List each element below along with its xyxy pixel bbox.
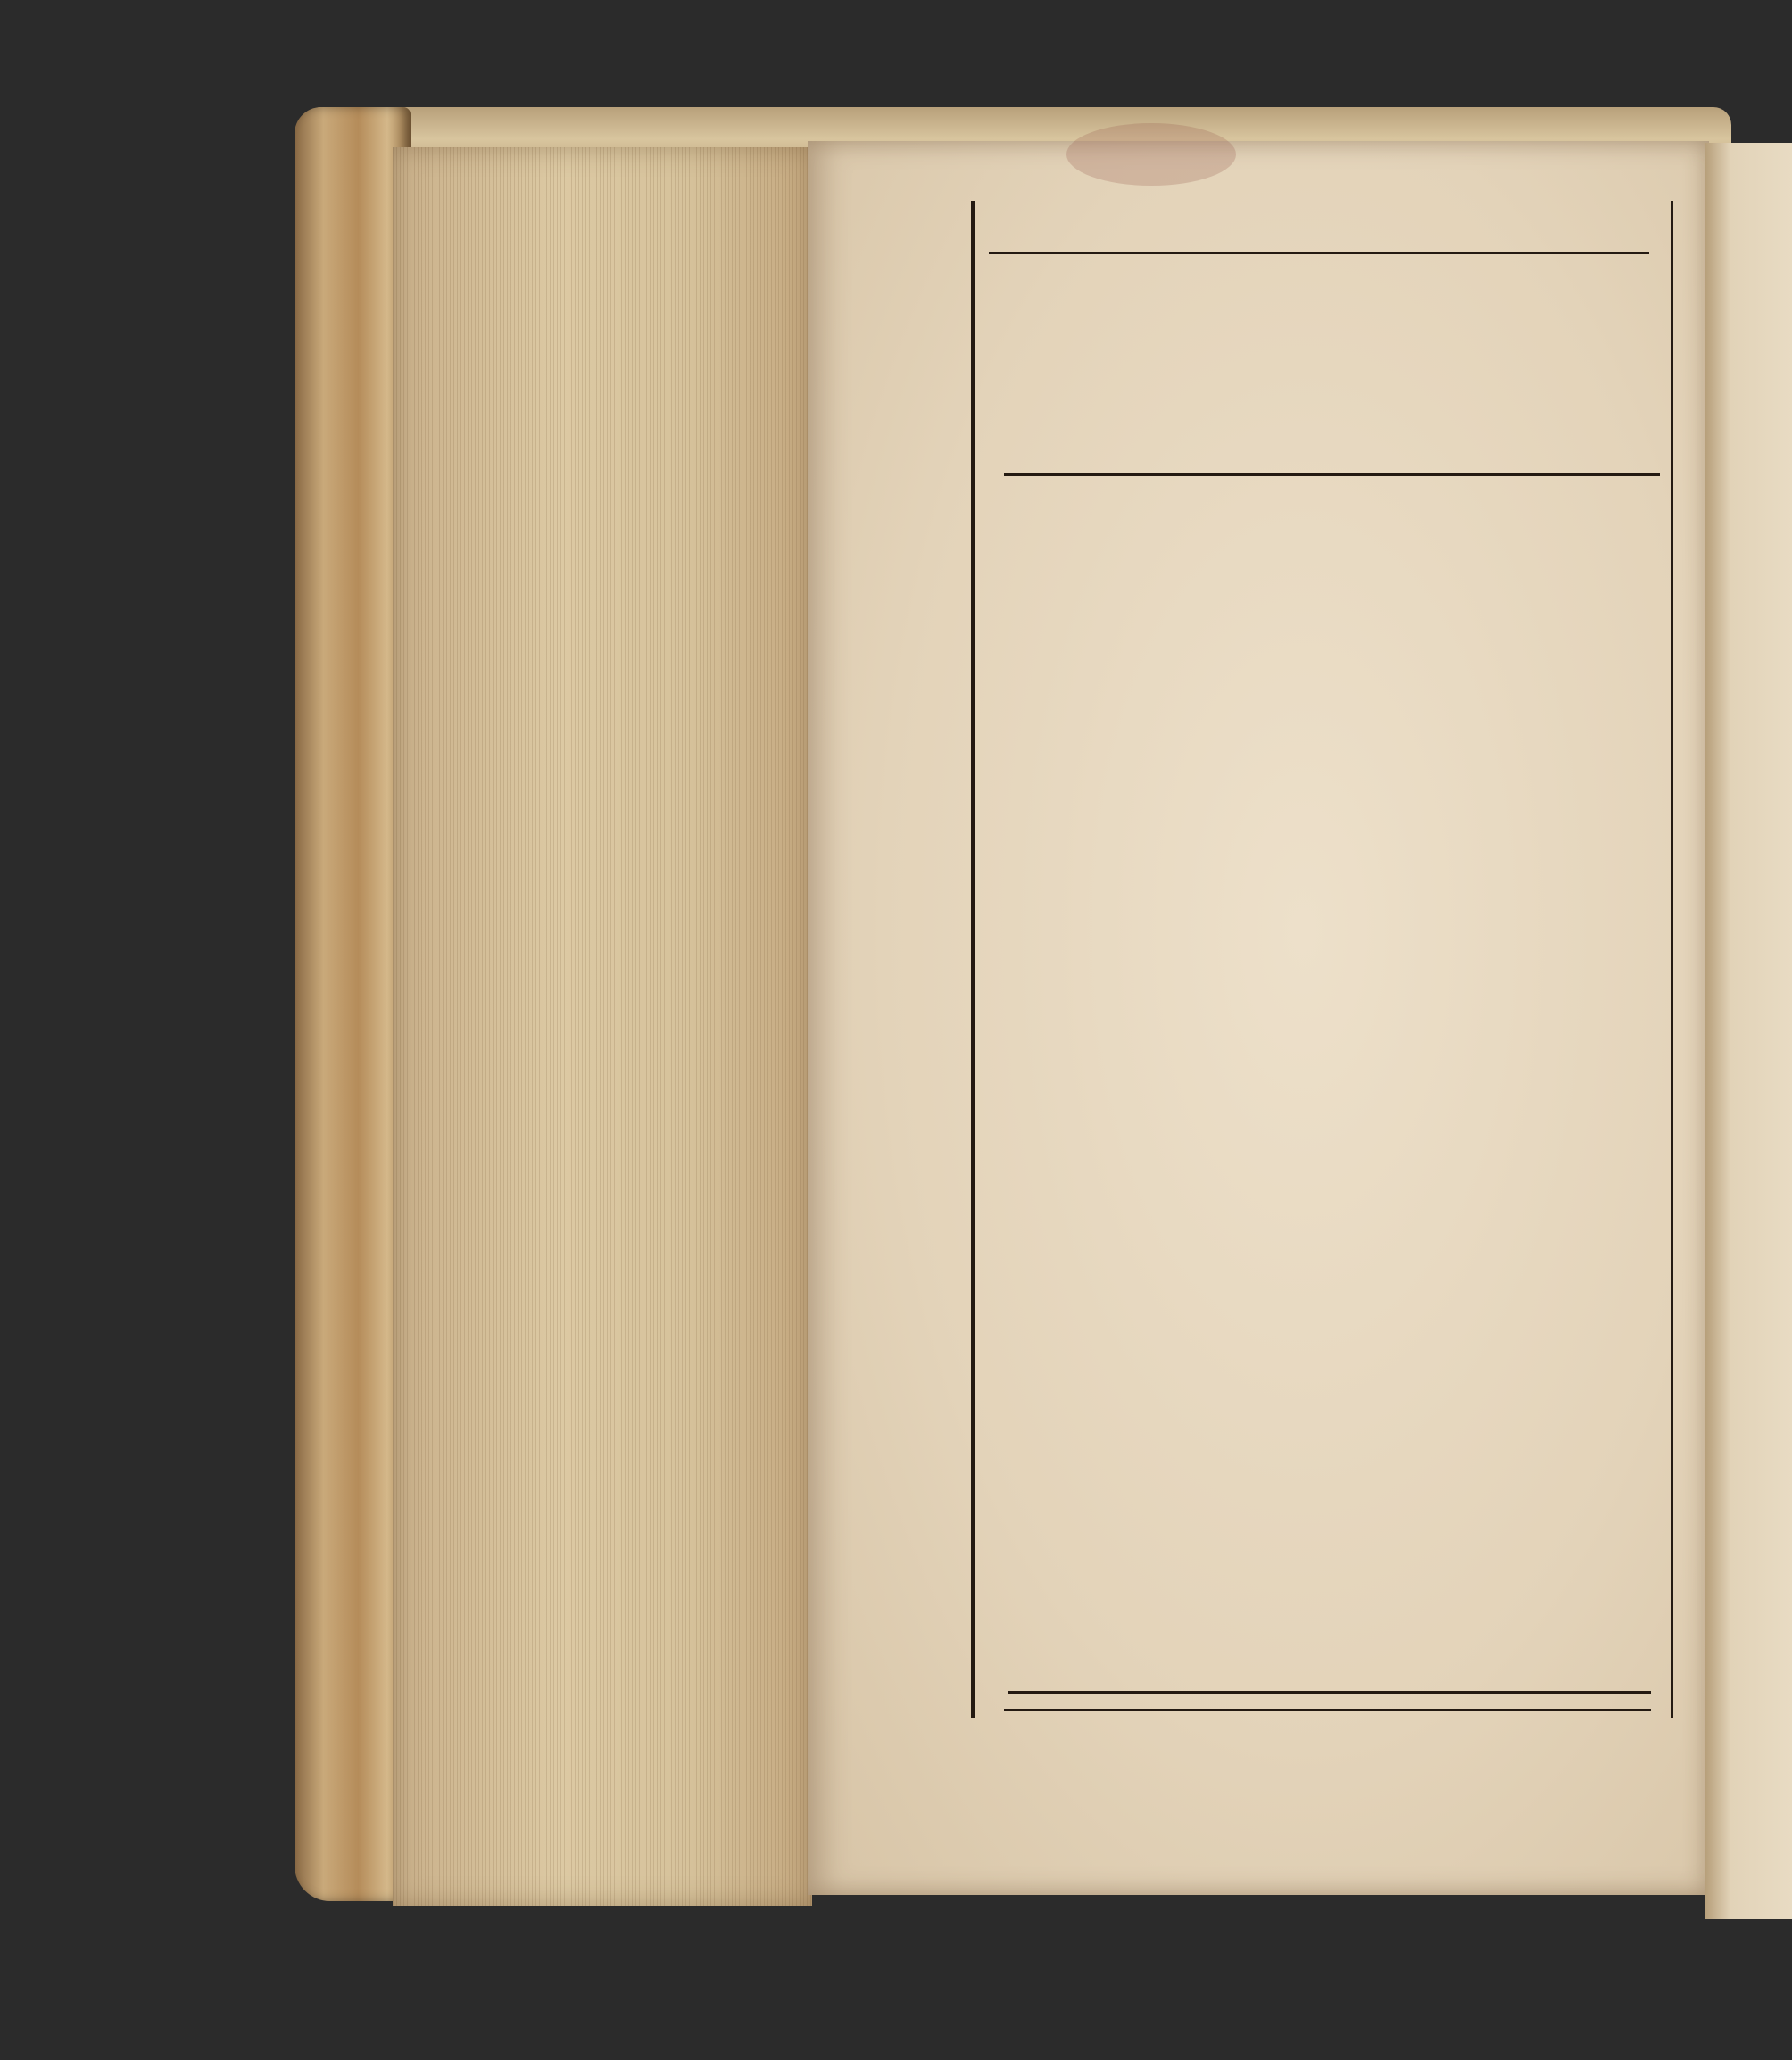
facing-page (1705, 143, 1792, 1919)
page-stain (1066, 123, 1236, 186)
printed-frame (971, 201, 1673, 1718)
footer-rule (1008, 1691, 1651, 1694)
running-head (998, 207, 1640, 252)
section-rule (1004, 473, 1660, 476)
page-edges (393, 147, 812, 1906)
footer-rule-lower (1004, 1709, 1651, 1711)
header-rule (989, 252, 1649, 254)
